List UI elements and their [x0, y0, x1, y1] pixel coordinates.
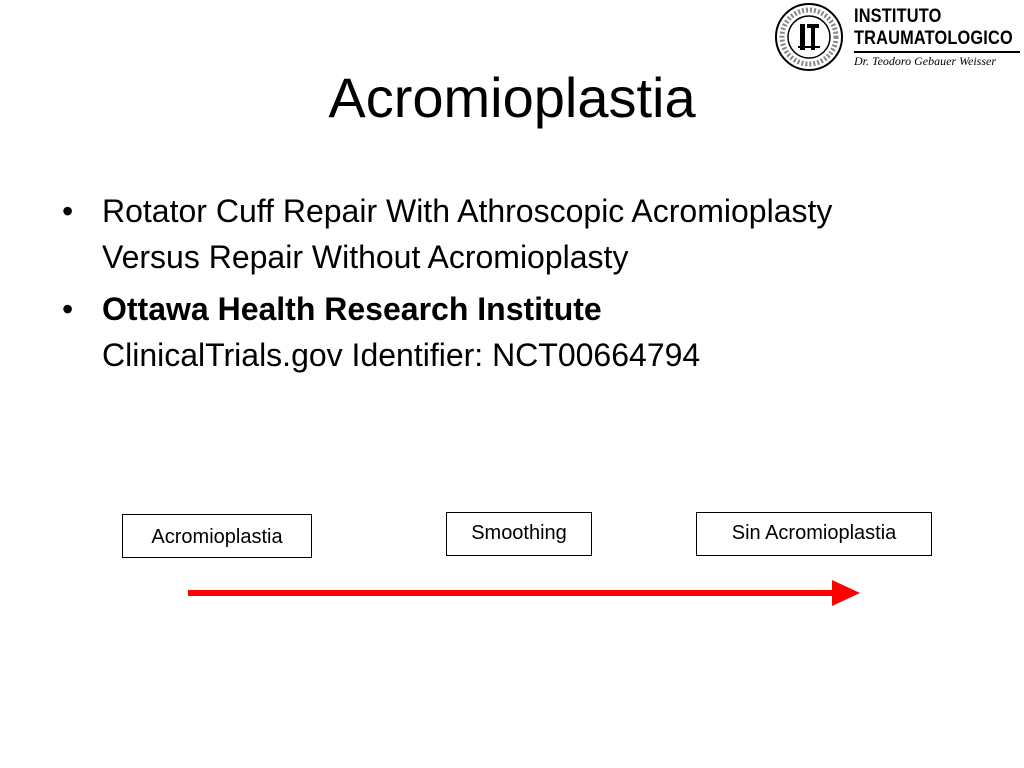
- logo-line-2: TRAUMATOLOGICO: [854, 28, 1013, 49]
- slide-title: Acromioplastia: [328, 66, 696, 129]
- logo-subtitle: Dr. Teodoro Gebauer Weisser: [854, 54, 997, 68]
- box-sin-acromioplastia: Sin Acromioplastia: [696, 512, 932, 556]
- bullet-bold-text: Ottawa Health Research Institute: [102, 291, 602, 327]
- arrow-shaft: [188, 590, 834, 596]
- bullet-dot-icon: •: [62, 193, 74, 229]
- arrow-head: [832, 580, 860, 606]
- logo-text: [854, 6, 1020, 68]
- logo-rule: [854, 51, 1020, 53]
- bullet-item-1: [62, 188, 842, 280]
- bullet-text: Rotator Cuff Repair With Athroscopic Acromioplasty Versus Repair Without Acromioplasty: [102, 193, 833, 275]
- box-smoothing: Smoothing: [446, 512, 592, 556]
- logo-line-1: INSTITUTO: [854, 6, 942, 27]
- bullet-item-2: [62, 286, 842, 378]
- red-arrow-icon: [188, 578, 860, 608]
- bullet-list: [62, 188, 842, 384]
- box-acromioplastia: Acromioplastia: [122, 514, 312, 558]
- bullet-dot-icon: •: [62, 291, 74, 327]
- bullet-text: ClinicalTrials.gov Identifier: NCT00664794: [102, 337, 701, 373]
